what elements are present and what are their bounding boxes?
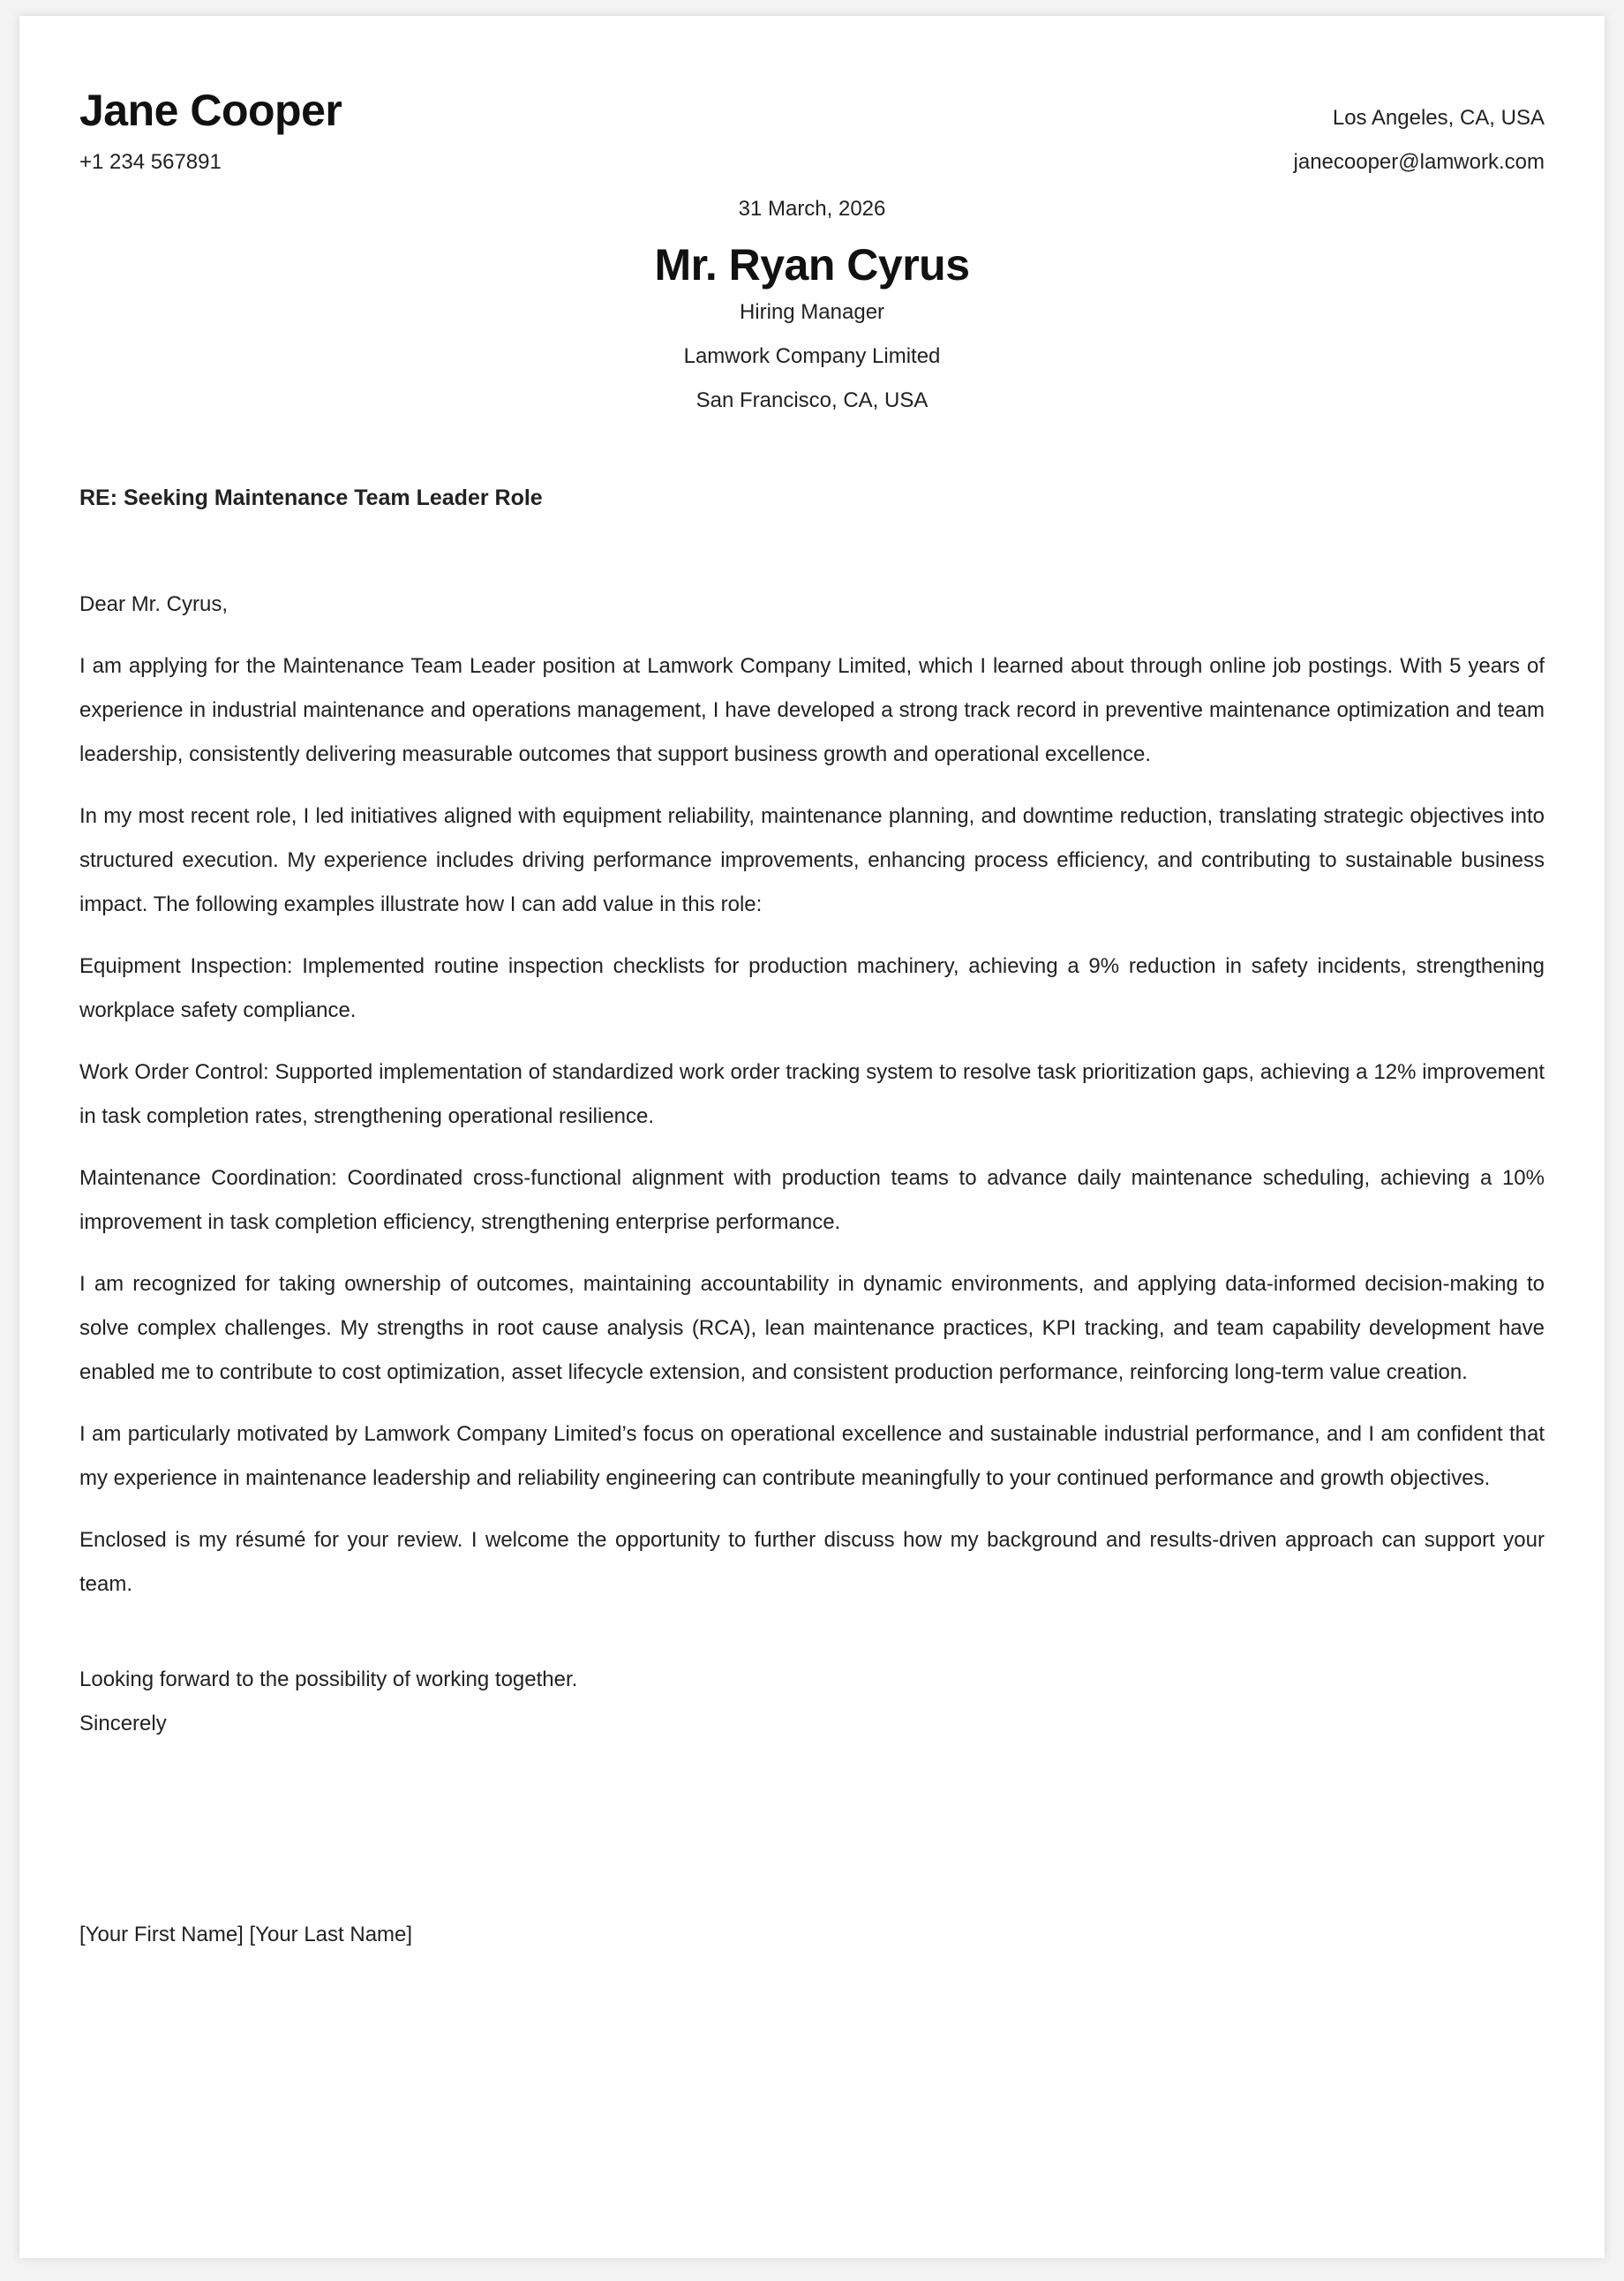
sender-phone: +1 234 567891 [79, 150, 222, 174]
recipient-title: Hiring Manager [739, 300, 885, 324]
body-paragraph: Work Order Control: Supported implementation of standardized work order tracking system to resolve task prioritization gaps, achieving a 12% improvement in task completion rates, strengthening operational resilience. [79, 1060, 1545, 1128]
signature-placeholder: [Your First Name] [Your Last Name] [79, 1923, 413, 1946]
body-paragraph: I am applying for the Maintenance Team Leader position at Lamwork Company Limited, which I learned about through online job postings. With 5 years of experience in industrial maintenance and operations management, I have developed a strong track record in preventive maintenance optimization and team leadership, consistently delivering measurable outcomes that support business growth and operational excellence. [79, 654, 1545, 766]
body-paragraph: Maintenance Coordination: Coordinated cross-functional alignment with production teams to advance daily maintenance scheduling, achieving a 10% improvement in task completion efficiency, strengthening enterprise performance. [79, 1166, 1545, 1234]
sender-location: Los Angeles, CA, USA [1332, 106, 1545, 130]
closing-line: Looking forward to the possibility of working together. [79, 1667, 578, 1691]
salutation: Dear Mr. Cyrus, [79, 592, 229, 616]
body-paragraph: Enclosed is my résumé for your review. I welcome the opportunity to further discuss how my background and results-driven approach can support your team. [79, 1528, 1545, 1596]
letter-closing [79, 1658, 577, 1746]
body-paragraph: I am recognized for taking ownership of outcomes, maintaining accountability in dynamic environments, and applying data-informed decision-making to solve complex challenges. My strengths in root cause analysis (RCA), lean maintenance practices, KPI tracking, and team capability development have enabled me to contribute to cost optimization, asset lifecycle extension, and consistent production performance, reinforcing long-term value creation. [79, 1272, 1545, 1384]
closing-valediction: Sincerely [79, 1712, 167, 1735]
letter-subject: RE: Seeking Maintenance Team Leader Role [79, 486, 543, 510]
recipient-company: Lamwork Company Limited [683, 344, 941, 368]
letter-date: 31 March, 2026 [738, 197, 886, 221]
sender-email: janecooper@lamwork.com [1293, 150, 1545, 174]
letter-header [79, 71, 1545, 185]
letter-page [19, 16, 1605, 2258]
recipient-location: San Francisco, CA, USA [695, 388, 929, 412]
body-paragraph: Equipment Inspection: Implemented routine inspection checklists for production machinery, achieving a 9% reduction in safety incidents, strengthening workplace safety compliance. [79, 954, 1545, 1022]
letter-body [79, 583, 1545, 1624]
body-paragraph: In my most recent role, I led initiatives aligned with equipment reliability, maintenance planning, and downtime reduction, translating strategic objectives into structured execution. My experience includes driving performance improvements, enhancing process efficiency, and contributing to sustainable business impact. The following examples illustrate how I can add value in this role: [79, 804, 1545, 916]
recipient-name: Mr. Ryan Cyrus [654, 240, 970, 290]
letter-content [79, 16, 1545, 2258]
body-paragraph: I am particularly motivated by Lamwork Company Limited’s focus on operational excellence and sustainable industrial performance, and I am confident that my experience in maintenance leadership and reliability engineering can contribute meaningfully to your continued performance and growth objectives. [79, 1422, 1545, 1490]
sender-name: Jane Cooper [79, 86, 342, 135]
